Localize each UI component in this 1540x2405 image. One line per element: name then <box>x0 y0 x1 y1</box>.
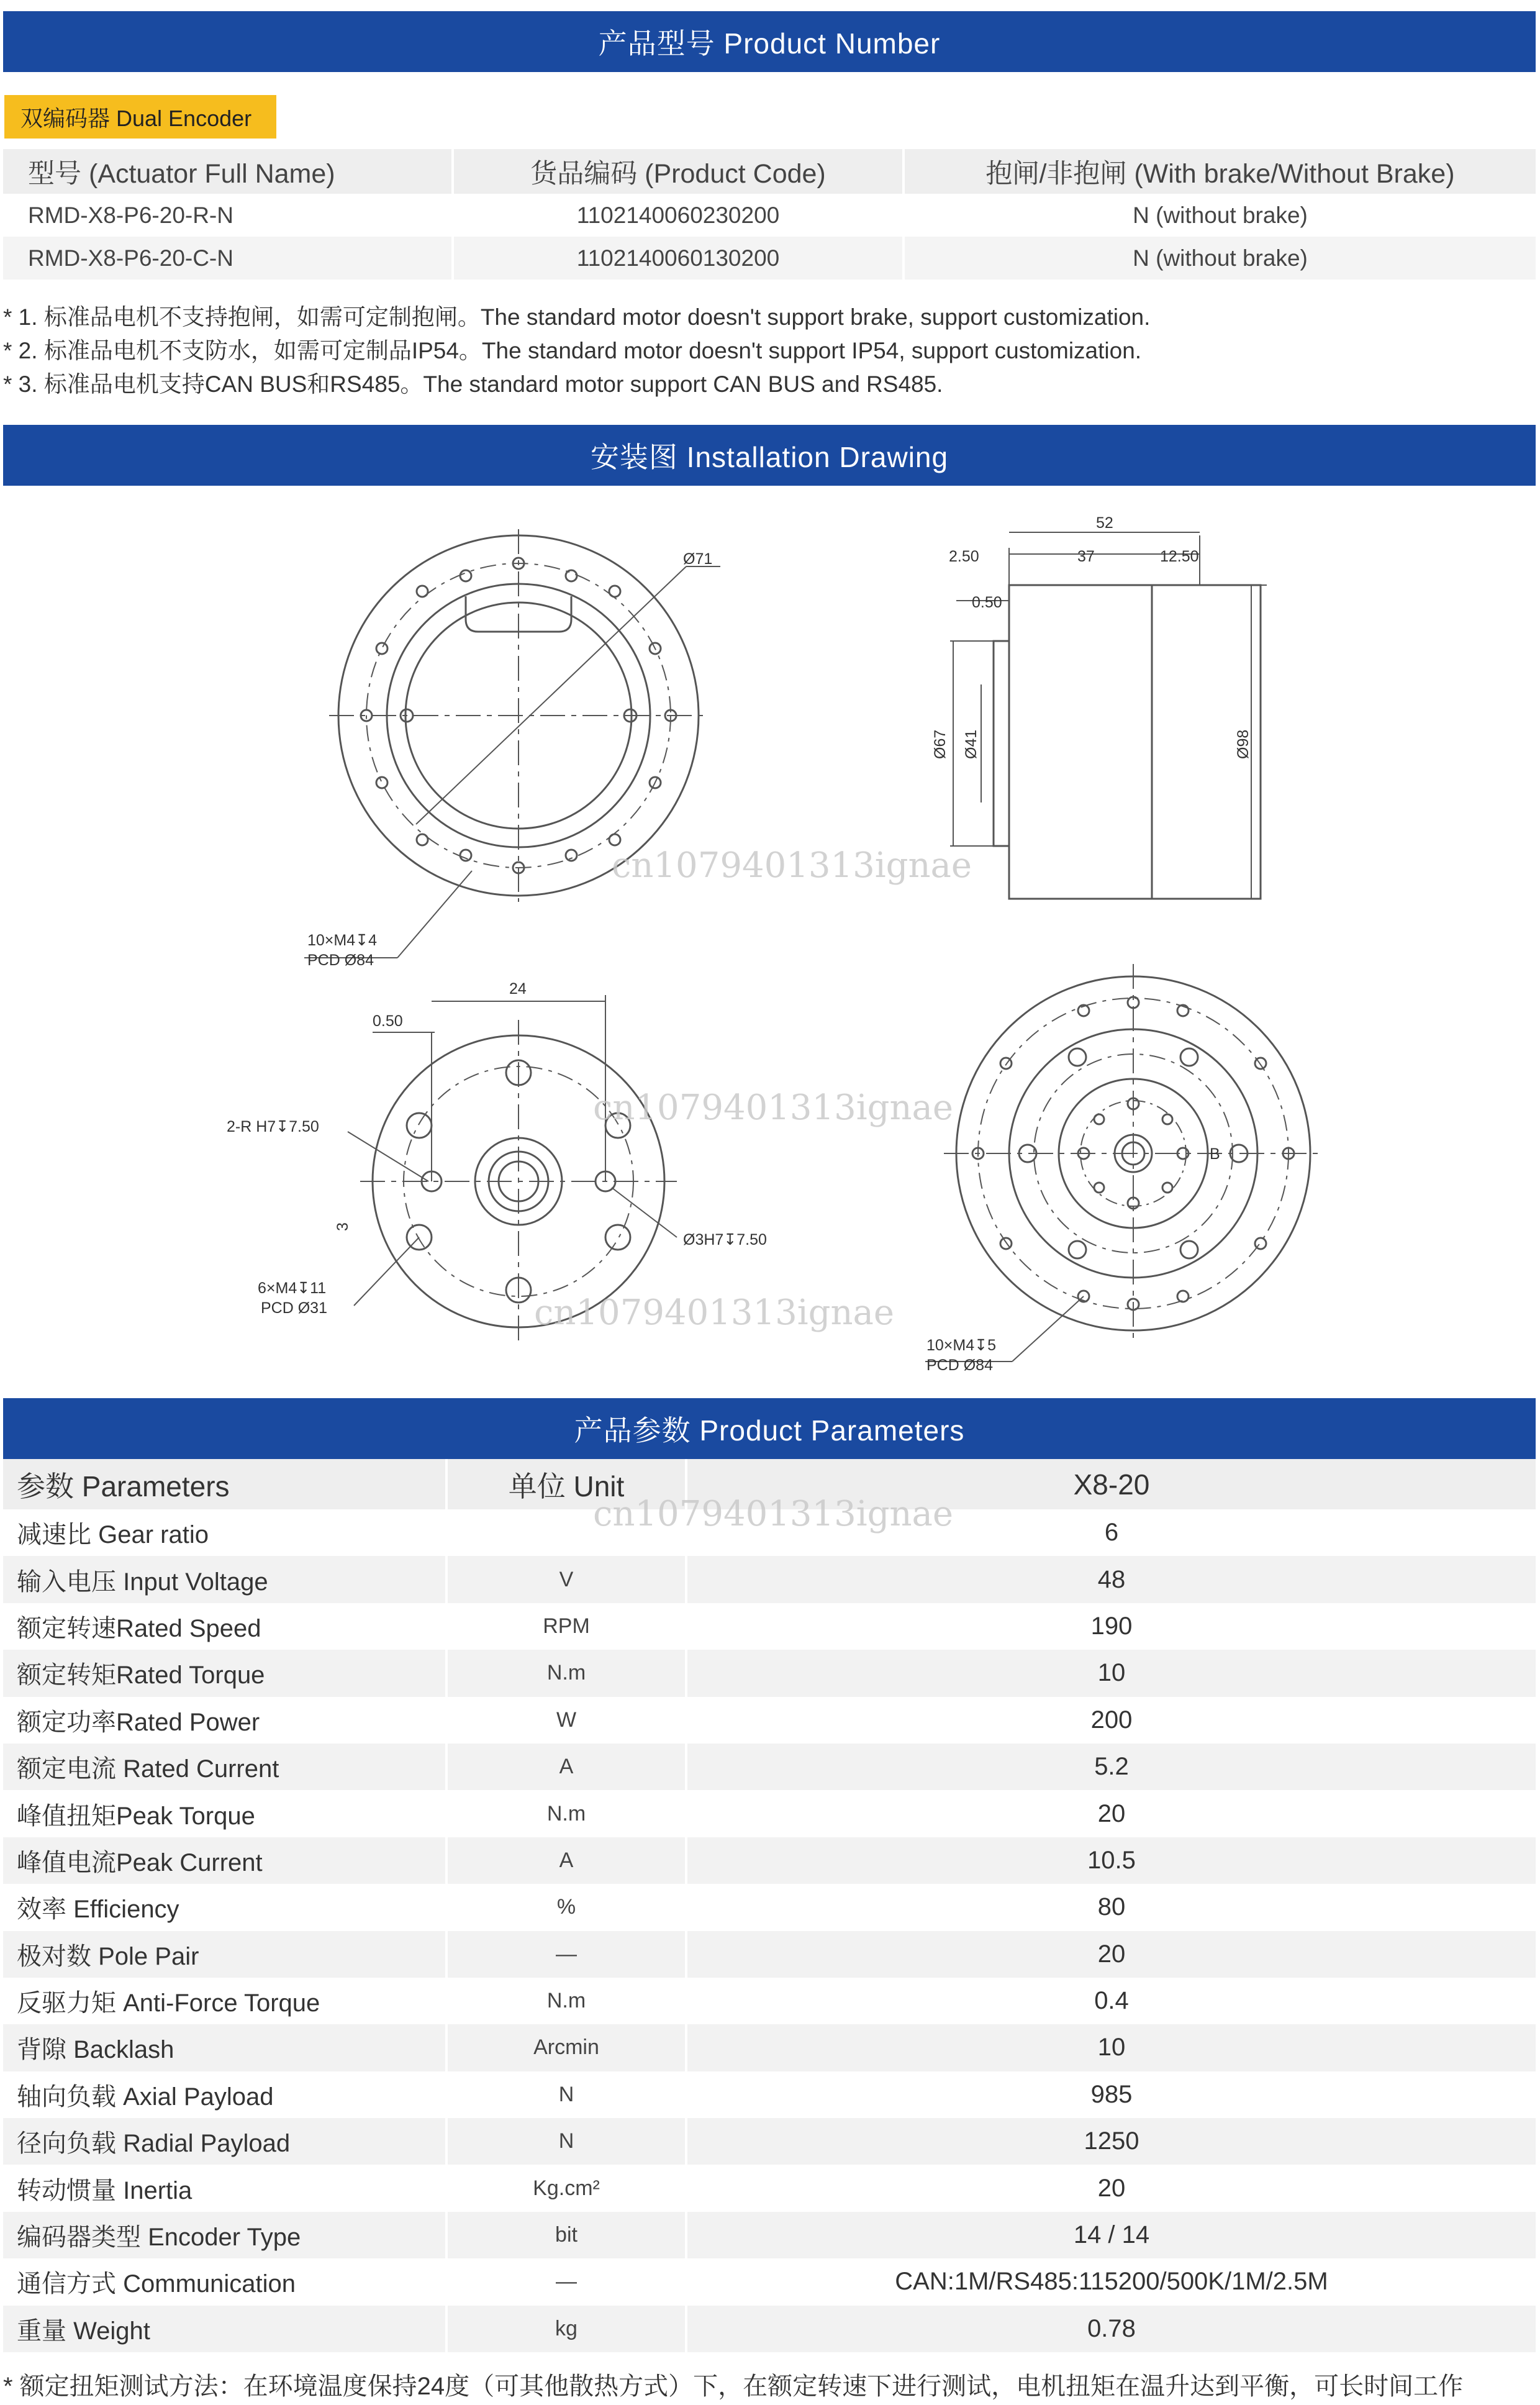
param-value: 0.4 <box>685 1978 1536 2024</box>
table-row <box>3 1837 1536 1884</box>
product-table-header <box>3 149 1536 194</box>
side-d67-label: Ø67 <box>931 729 949 759</box>
param-value: 20 <box>685 1931 1536 1978</box>
table-row <box>3 1884 1536 1930</box>
param-unit: N <box>445 2071 685 2118</box>
param-unit: N <box>445 2118 685 2165</box>
dual-encoder-tag <box>4 95 276 139</box>
side-mid-label: 37 <box>1077 548 1095 565</box>
header-model: X8-20 <box>685 1459 1536 1509</box>
param-value: 10 <box>685 2024 1536 2071</box>
param-name: 背隙 Backlash <box>17 2036 174 2064</box>
table-row <box>3 2024 1536 2071</box>
param-name: 减速比 Gear ratio <box>17 1521 209 1549</box>
param-name: 额定转速Rated Speed <box>17 1614 261 1642</box>
param-unit: bit <box>445 2212 685 2258</box>
product-number-header <box>3 11 1536 72</box>
param-value: 20 <box>685 1790 1536 1837</box>
param-unit: N.m <box>445 1650 685 1696</box>
side-d41-label: Ø41 <box>962 729 980 759</box>
product-number-table <box>3 149 1536 280</box>
param-unit: W <box>445 1697 685 1744</box>
param-value: 48 <box>685 1556 1536 1603</box>
param-unit: A <box>445 1744 685 1790</box>
table-row <box>3 1931 1536 1978</box>
brake-type: N (without brake) <box>902 237 1536 280</box>
param-name: 编码器类型 Encoder Type <box>17 2224 301 2252</box>
param-unit: N.m <box>445 1790 685 1837</box>
table-row <box>3 1650 1536 1696</box>
front-pcd-label: PCD Ø84 <box>307 952 374 969</box>
param-name: 峰值扭矩Peak Torque <box>17 1802 255 1830</box>
output-pcd-label: PCD Ø84 <box>926 1357 993 1374</box>
rear-050-label: 0.50 <box>373 1012 403 1030</box>
output-view <box>925 964 1323 1362</box>
table-row <box>3 2071 1536 2118</box>
param-value: 6 <box>685 1509 1536 1556</box>
param-unit: Kg.cm² <box>445 2165 685 2211</box>
notes-list <box>3 298 1536 399</box>
watermark: cn1079401313ignae <box>593 1088 954 1128</box>
header-unit: 单位 Unit <box>445 1459 685 1509</box>
param-name: 效率 Efficiency <box>17 1896 179 1924</box>
param-unit: % <box>445 1884 685 1930</box>
param-value: 200 <box>685 1697 1536 1744</box>
rear-3-label: 3 <box>334 1222 351 1231</box>
side-d98-label: Ø98 <box>1234 729 1252 759</box>
param-name: 额定电流 Rated Current <box>17 1755 279 1783</box>
drawing-svg <box>0 486 1540 1398</box>
note-item: * 2. 标准品电机不支防水，如需可定制品IP54。The standard motor doesn't support IP54, support customization. <box>3 338 1142 363</box>
table-row <box>3 1978 1536 2024</box>
side-view <box>950 532 1267 899</box>
side-step-label: 0.50 <box>972 594 1002 611</box>
rear-view <box>348 995 677 1343</box>
param-unit: — <box>445 1931 685 1978</box>
product-number-title: 产品型号 Product Number <box>598 27 941 60</box>
param-unit: N.m <box>445 1978 685 2024</box>
param-name: 轴向负载 Axial Payload <box>17 2083 274 2111</box>
header-brake: 抱闸/非抱闸 (With brake/Without Brake) <box>902 149 1536 194</box>
actuator-name: RMD-X8-P6-20-C-N <box>28 245 233 271</box>
table-row <box>3 2258 1536 2305</box>
table-row <box>3 237 1536 280</box>
param-value: 20 <box>685 2165 1536 2211</box>
param-name: 转动惯量 Inertia <box>17 2176 192 2204</box>
front-holes-label: 10×M4↧4 <box>307 932 377 949</box>
note-item: * 3. 标准品电机支持CAN BUS和RS485。The standard motor support CAN BUS and RS485. <box>3 371 943 397</box>
table-row <box>3 194 1536 237</box>
param-value: 80 <box>685 1884 1536 1930</box>
param-value: 1250 <box>685 2118 1536 2165</box>
param-value: 5.2 <box>685 1744 1536 1790</box>
installation-title: 安装图 Installation Drawing <box>590 441 949 473</box>
rear-r-holes-label: 2-R H7↧7.50 <box>227 1118 319 1135</box>
param-value: 10 <box>685 1650 1536 1696</box>
param-unit: kg <box>445 2306 685 2352</box>
table-row <box>3 1744 1536 1790</box>
param-name: 峰值电流Peak Current <box>17 1848 263 1876</box>
side-total-label: 52 <box>1096 514 1113 532</box>
param-name: 额定转矩Rated Torque <box>17 1662 265 1689</box>
param-value: CAN:1M/RS485:115200/500K/1M/2.5M <box>685 2258 1536 2305</box>
table-row <box>3 1556 1536 1603</box>
watermark: cn1079401313ignae <box>612 845 972 886</box>
footer-note: * 额定扭矩测试方法：在环境温度保持24度（可其他散热方式）下，在额定转速下进行测试，电机扭矩在温升达到平衡，可长时间工作 <box>3 2373 1464 2400</box>
table-row <box>3 1697 1536 1744</box>
param-value: 0.78 <box>685 2306 1536 2352</box>
header-full-name: 型号 (Actuator Full Name) <box>28 158 335 189</box>
param-name: 反驱力矩 Anti-Force Torque <box>17 1989 320 2017</box>
table-row <box>3 2306 1536 2352</box>
output-b-label: B <box>1210 1145 1220 1163</box>
param-unit: RPM <box>445 1603 685 1650</box>
param-name: 重量 Weight <box>17 2317 150 2345</box>
actuator-name: RMD-X8-P6-20-R-N <box>28 202 233 228</box>
table-row <box>3 1603 1536 1650</box>
watermark: cn1079401313ignae <box>534 1293 895 1333</box>
param-name: 额定功率Rated Power <box>17 1708 260 1736</box>
param-name: 径向负载 Radial Payload <box>17 2130 291 2158</box>
table-row <box>3 2212 1536 2258</box>
watermark: cn1079401313ignae <box>593 1494 954 1534</box>
product-code: 1102140060130200 <box>451 237 902 280</box>
table-row <box>3 1790 1536 1837</box>
product-code: 1102140060230200 <box>451 194 902 237</box>
param-value: 190 <box>685 1603 1536 1650</box>
param-name: 极对数 Pole Pair <box>17 1942 199 1970</box>
brake-type: N (without brake) <box>902 194 1536 237</box>
param-unit: Arcmin <box>445 2024 685 2071</box>
table-row <box>3 2165 1536 2211</box>
parameters-table <box>3 1459 1536 2352</box>
installation-drawing <box>0 486 1540 1398</box>
front-view <box>304 529 720 958</box>
param-value: 985 <box>685 2071 1536 2118</box>
param-unit: — <box>445 2258 685 2305</box>
param-name: 通信方式 Communication <box>17 2270 296 2298</box>
rear-3h7-label: Ø3H7↧7.50 <box>683 1231 767 1248</box>
side-left-label: 2.50 <box>949 548 979 565</box>
param-value: 10.5 <box>685 1837 1536 1884</box>
installation-header <box>3 425 1536 486</box>
side-right-label: 12.50 <box>1160 548 1199 565</box>
front-dia-label: Ø71 <box>683 550 713 568</box>
output-holes-label: 10×M4↧5 <box>926 1337 996 1354</box>
note-item: * 1. 标准品电机不支持抱闸，如需可定制抱闸。The standard motor doesn't support brake, support customization. <box>3 304 1151 330</box>
header-product-code: 货品编码 (Product Code) <box>451 149 902 194</box>
parameters-title: 产品参数 Product Parameters <box>574 1414 965 1447</box>
rear-24-label: 24 <box>509 980 527 998</box>
header-parameter: 参数 Parameters <box>17 1470 230 1503</box>
param-value: 14 / 14 <box>685 2212 1536 2258</box>
param-unit: A <box>445 1837 685 1884</box>
param-name: 输入电压 Input Voltage <box>17 1568 268 1596</box>
dual-encoder-label: 双编码器 Dual Encoder <box>20 105 252 131</box>
rear-pcd-label: PCD Ø31 <box>261 1299 327 1317</box>
table-row <box>3 2118 1536 2165</box>
param-unit: V <box>445 1556 685 1603</box>
parameters-header <box>3 1398 1536 1459</box>
rear-m4-label: 6×M4↧11 <box>258 1280 327 1297</box>
